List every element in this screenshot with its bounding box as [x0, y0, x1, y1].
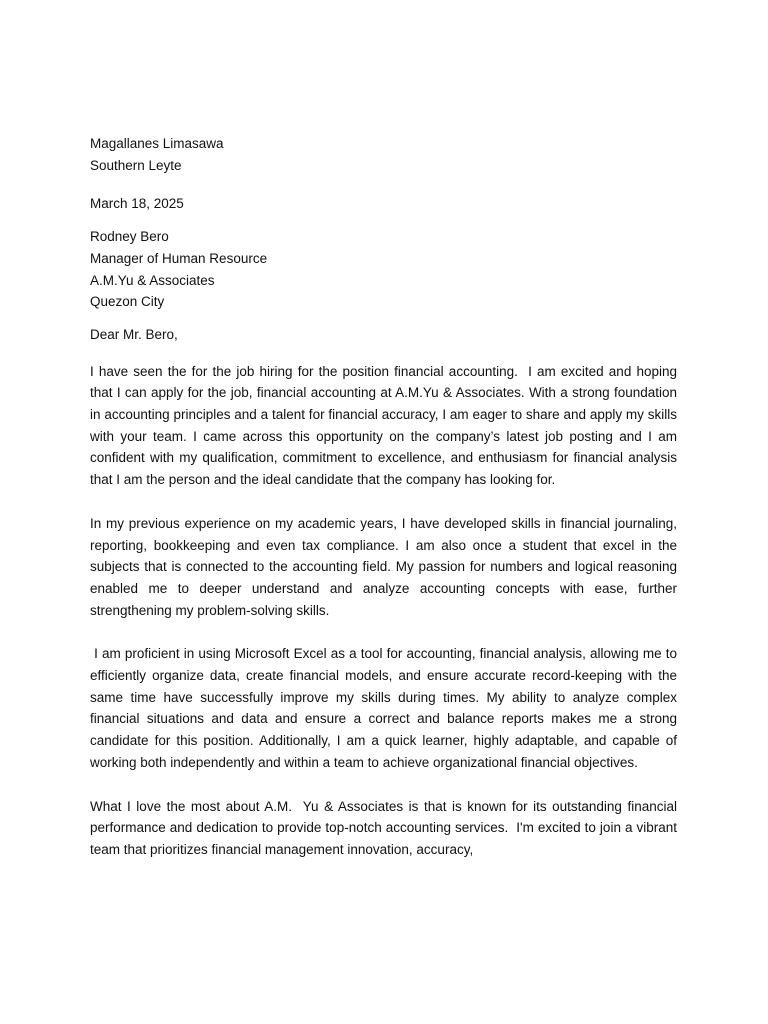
sender-address-line-2: Southern Leyte	[90, 157, 182, 173]
body-paragraph-3: I am proficient in using Microsoft Excel as a tool for accounting, financial analysis, allowing me to efficiently organize data, create financial models, and ensure accurate record-keeping with the same time have successfully improve my skills during times. My ability to analyze complex financial situations and data and ensure a correct and balance reports makes me a strong candidate for this position. Additionally, I am a quick learner, highly adaptable, and capable of working both independently and within a team to achieve organizational financial objectives.	[90, 646, 677, 770]
recipient-title: Manager of Human Resource	[90, 250, 268, 266]
body-paragraph-2: In my previous experience on my academic years, I have developed skills in financial journaling, reporting, bookkeeping and even tax compliance. I am also once a student that excel in the subjects that is connected to the accounting field. My passion for numbers and logical reasoning enabled me to deeper understand and analyze accounting concepts with ease, further strengthening my problem-solving skills.	[90, 515, 677, 618]
sender-address-line-1: Magallanes Limasawa	[90, 136, 224, 151]
recipient-name: Rodney Bero	[90, 229, 169, 245]
salutation: Dear Mr. Bero,	[90, 326, 178, 342]
recipient-company: A.M.Yu & Associates	[90, 272, 215, 288]
letter-date: March 18, 2025	[90, 196, 184, 212]
recipient-address	[90, 226, 677, 313]
sender-address	[90, 133, 677, 176]
cover-letter	[90, 133, 677, 861]
recipient-city: Quezon City	[90, 294, 165, 310]
body-paragraph-4: What I love the most about A.M. Yu & Associates is that is known for its outstanding financial performance and dedication to provide top-notch accounting services. I'm excited to join a vibrant team that prioritizes financial management innovation, accuracy,	[90, 798, 677, 857]
body-paragraph-1: I have seen the for the job hiring for the position financial accounting. I am excited and hoping that I can apply for the job, financial accounting at A.M.Yu & Associates. With a strong foundation in accounting principles and a talent for financial accuracy, I am eager to share and apply my skills with your team. I came across this opportunity on the company’s latest job posting and I am confident with my qualification, commitment to excellence, and enthusiasm for financial analysis that I am the person and the ideal candidate that the company has looking for.	[90, 363, 677, 488]
